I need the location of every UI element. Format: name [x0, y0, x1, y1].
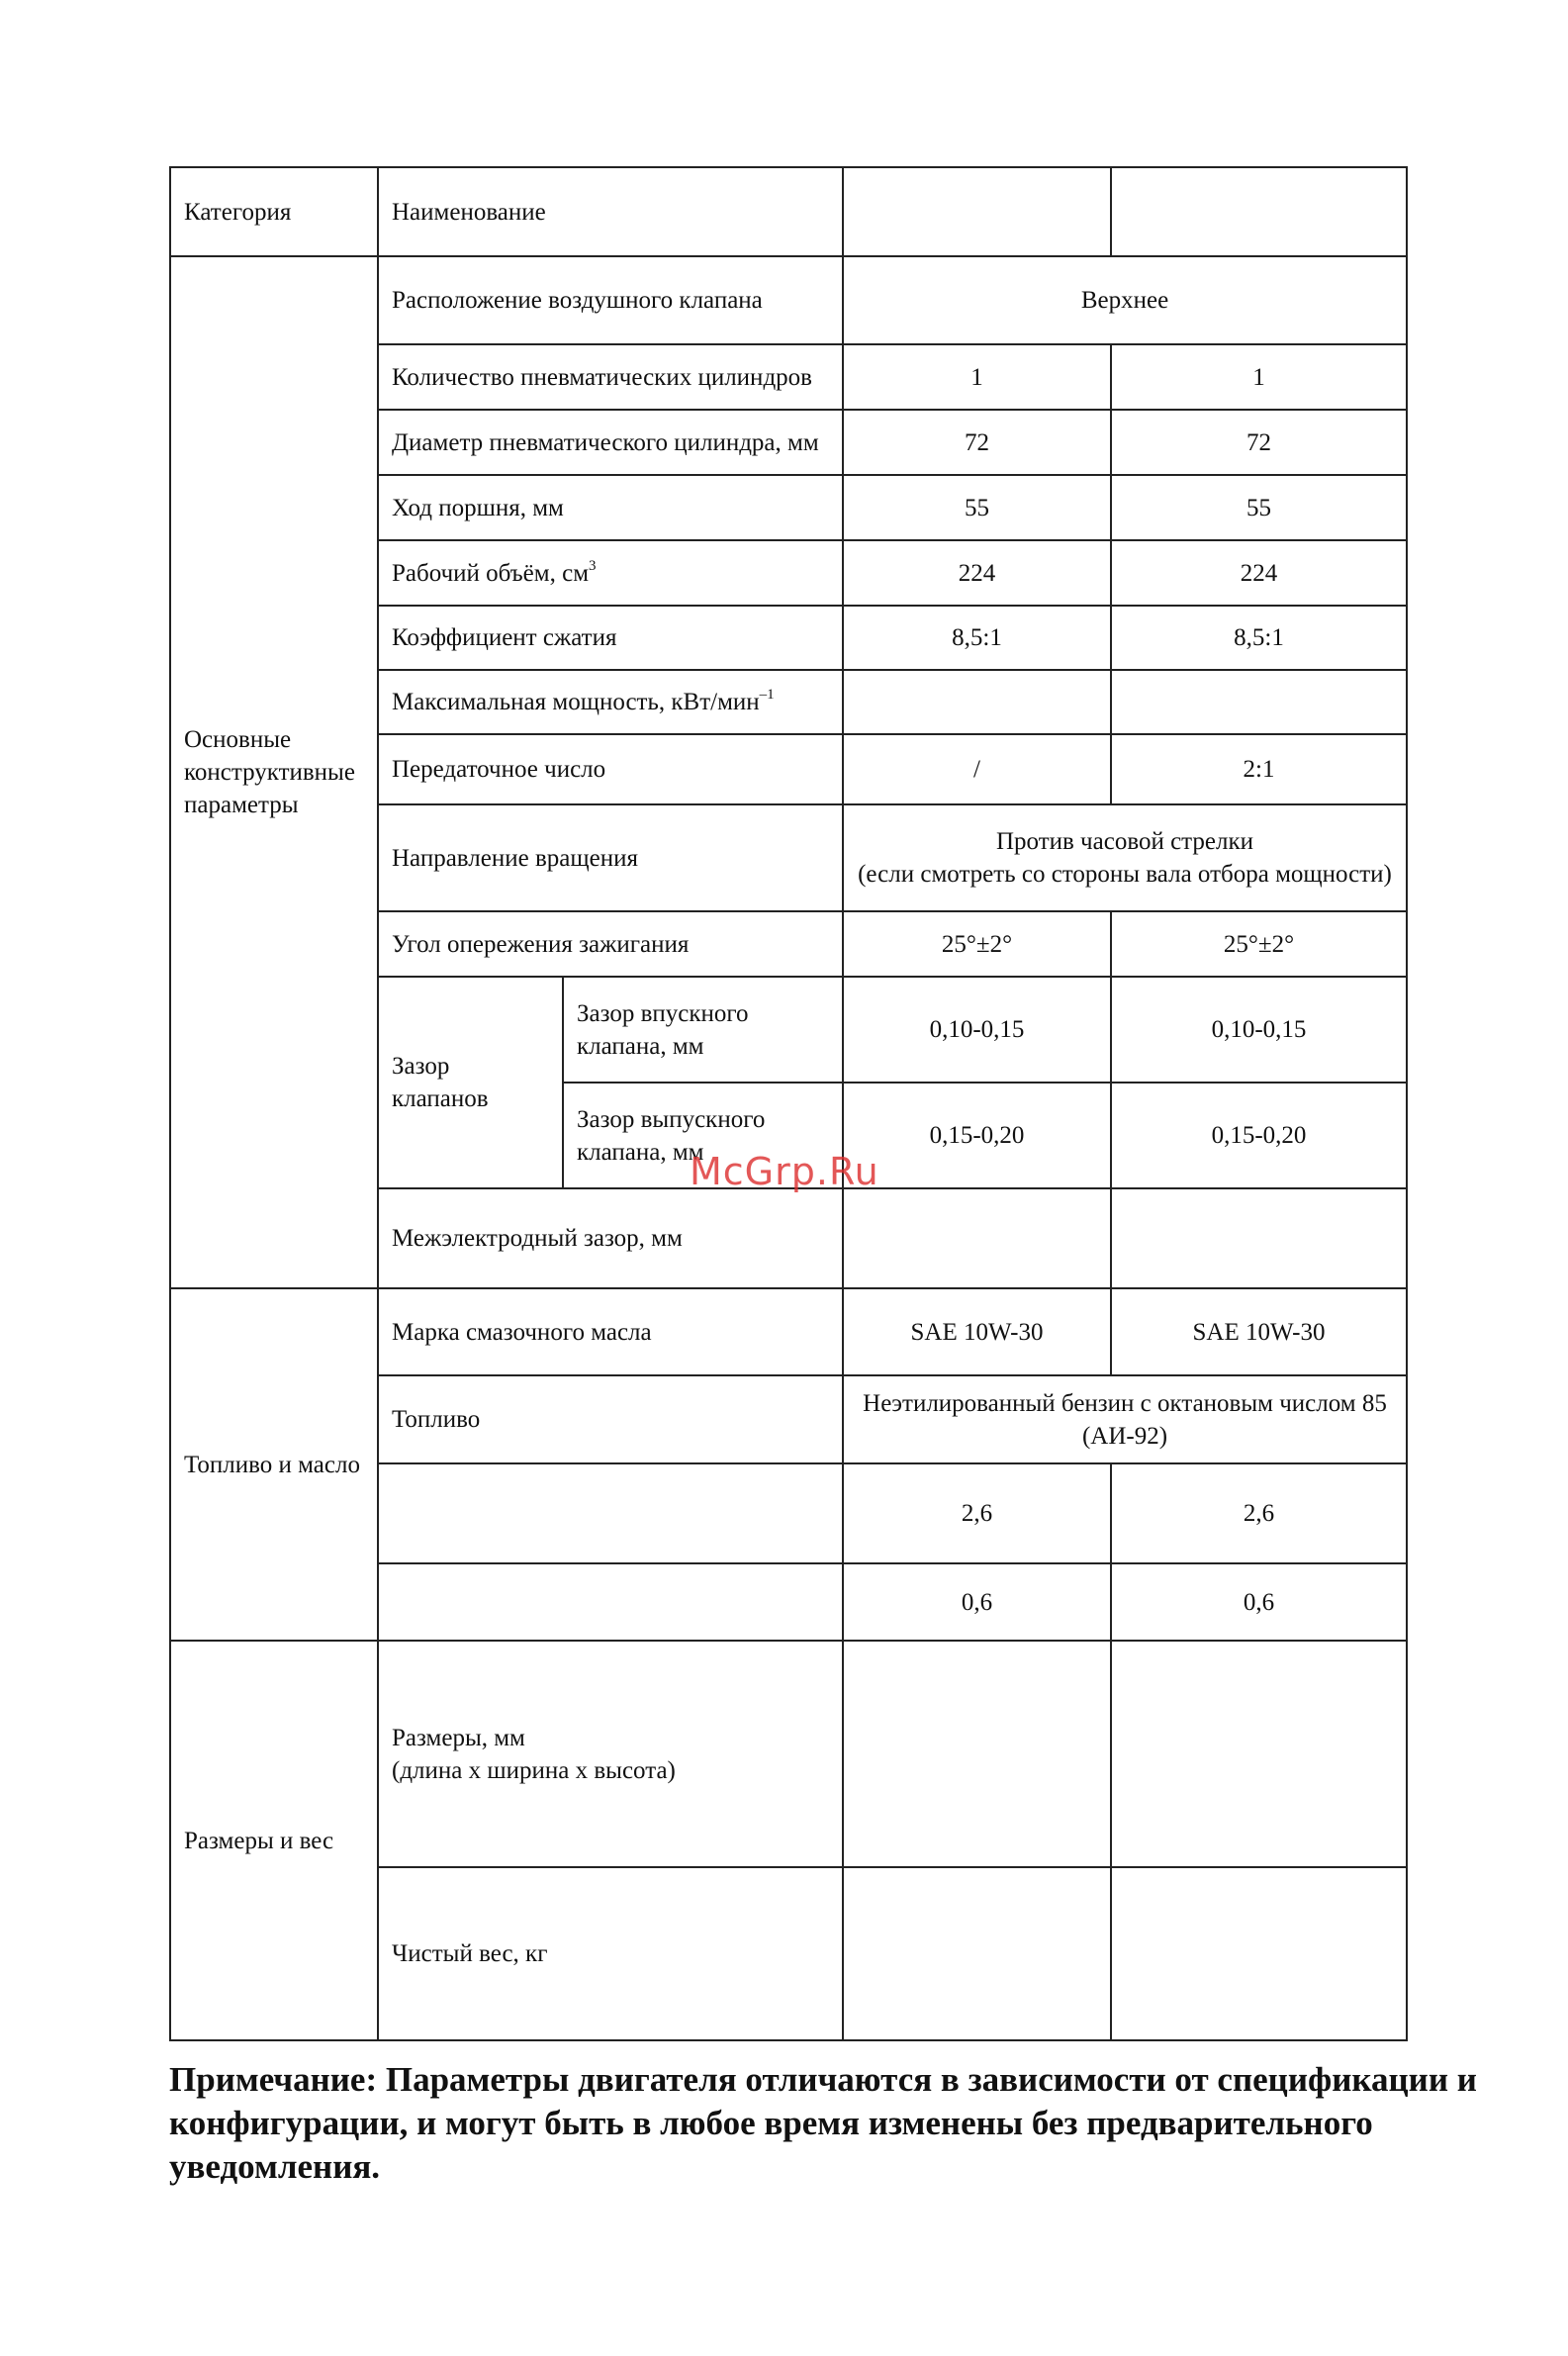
exhaust-clearance-v1: 0,15-0,20	[843, 1083, 1111, 1188]
weight-v2	[1111, 1867, 1407, 2040]
oil-name: Марка смазочного масла	[378, 1288, 843, 1375]
max-power-v1	[843, 670, 1111, 734]
stroke-v1: 55	[843, 475, 1111, 540]
gear-ratio-v2: 2:1	[1111, 734, 1407, 804]
intake-clearance-v1: 0,10-0,15	[843, 977, 1111, 1083]
fuel-row3-name	[378, 1463, 843, 1563]
displacement-v2: 224	[1111, 540, 1407, 606]
air-valve-name: Расположение воздушного клапана	[378, 256, 843, 344]
stroke-name: Ход поршня, мм	[378, 475, 843, 540]
gear-ratio-name: Передаточное число	[378, 734, 843, 804]
fuel-row4-v1: 0,6	[843, 1563, 1111, 1641]
table-header-row	[170, 167, 1407, 256]
spec-table	[169, 166, 1408, 2041]
valve-clearance-label: Зазор клапанов	[378, 977, 563, 1188]
fuel-name: Топливо	[378, 1375, 843, 1463]
exhaust-clearance-v2: 0,15-0,20	[1111, 1083, 1407, 1188]
table-row	[170, 256, 1407, 344]
table-row	[170, 1641, 1407, 1867]
weight-v1	[843, 1867, 1111, 2040]
size-name	[378, 1641, 843, 1867]
header-col1	[843, 167, 1111, 256]
header-name: Наименование	[378, 167, 843, 256]
fuel-row4-v2: 0,6	[1111, 1563, 1407, 1641]
max-power-unit-sup: –1	[759, 687, 775, 703]
displacement-name: Рабочий объём, см	[392, 559, 590, 587]
oil-v1: SAE 10W-30	[843, 1288, 1111, 1375]
size-name-line2: (длина x ширина x высота)	[392, 1756, 676, 1784]
fuel-value: Неэтилированный бензин с октановым числом 85 (АИ-92)	[843, 1375, 1407, 1463]
rotation-value-line1: Против часовой стрелки	[995, 828, 1254, 855]
fuel-row3-v2: 2,6	[1111, 1463, 1407, 1563]
diameter-name: Диаметр пневматического цилиндра, мм	[378, 410, 843, 475]
intake-clearance-name: Зазор впускного клапана, мм	[563, 977, 843, 1083]
table-row	[170, 1288, 1407, 1375]
section-fuel-label: Топливо и масло	[170, 1288, 378, 1641]
rotation-name: Направление вращения	[378, 804, 843, 911]
header-col2	[1111, 167, 1407, 256]
weight-name: Чистый вес, кг	[378, 1867, 843, 2040]
exhaust-clearance-name: Зазор выпускного клапана, мм	[563, 1083, 843, 1188]
size-v2	[1111, 1641, 1407, 1867]
spark-gap-v2	[1111, 1188, 1407, 1288]
stroke-v2: 55	[1111, 475, 1407, 540]
compression-name: Коэффициент сжатия	[378, 606, 843, 670]
displacement-unit-sup: 3	[589, 557, 597, 574]
compression-v1: 8,5:1	[843, 606, 1111, 670]
diameter-v1: 72	[843, 410, 1111, 475]
oil-v2: SAE 10W-30	[1111, 1288, 1407, 1375]
rotation-value-line2: (если смотреть со стороны вала отбора мощности)	[858, 861, 1392, 888]
cylinders-v1: 1	[843, 344, 1111, 410]
displacement-v1: 224	[843, 540, 1111, 606]
spark-gap-name: Межэлектродный зазор, мм	[378, 1188, 843, 1288]
max-power-v2	[1111, 670, 1407, 734]
ignition-angle-name: Угол опережения зажигания	[378, 911, 843, 977]
max-power-name: Максимальная мощность, кВт/мин	[392, 689, 760, 715]
displacement-cell	[378, 540, 843, 606]
gear-ratio-v1: /	[843, 734, 1111, 804]
compression-v2: 8,5:1	[1111, 606, 1407, 670]
size-v1	[843, 1641, 1111, 1867]
header-category: Категория	[170, 167, 378, 256]
air-valve-value: Верхнее	[843, 256, 1407, 344]
ignition-angle-v2: 25°±2°	[1111, 911, 1407, 977]
rotation-value	[843, 804, 1407, 911]
watermark: McGrp.Ru	[690, 1150, 879, 1193]
cylinders-name: Количество пневматических цилиндров	[378, 344, 843, 410]
size-name-line1: Размеры, мм	[392, 1724, 525, 1751]
max-power-cell	[378, 670, 843, 734]
footnote: Примечание: Параметры двигателя отличаются в зависимости от спецификации и конфигурации, и могут быть в любое время изменены без предварительного уведомления.	[169, 2060, 1477, 2186]
fuel-row4-name	[378, 1563, 843, 1641]
cylinders-v2: 1	[1111, 344, 1407, 410]
section-main-label: Основные конструктивные параметры	[170, 256, 378, 1288]
ignition-angle-v1: 25°±2°	[843, 911, 1111, 977]
spark-gap-v1	[843, 1188, 1111, 1288]
intake-clearance-v2: 0,10-0,15	[1111, 977, 1407, 1083]
fuel-row3-v1: 2,6	[843, 1463, 1111, 1563]
diameter-v2: 72	[1111, 410, 1407, 475]
section-dimensions-label: Размеры и вес	[170, 1641, 378, 2040]
